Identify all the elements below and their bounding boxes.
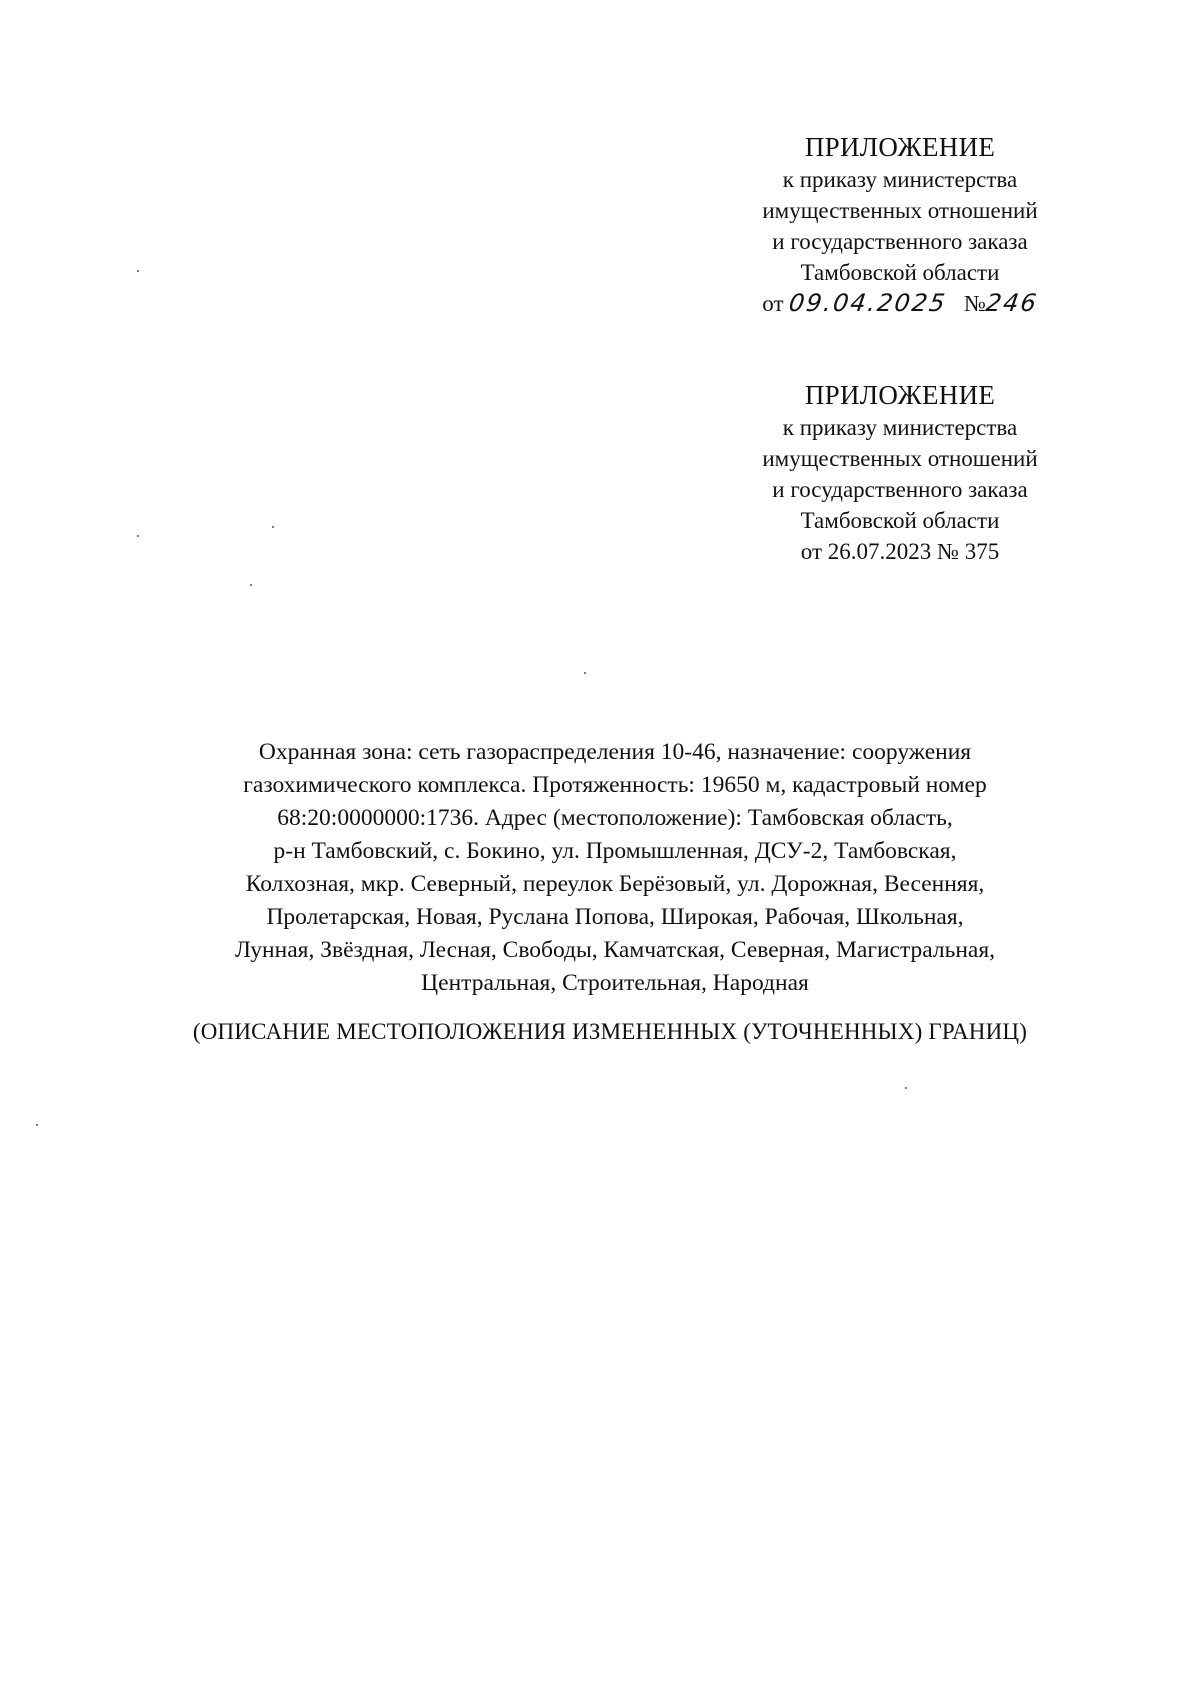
appendix-line: от 26.07.2023 № 375 xyxy=(800,539,1000,564)
appendix-date-line xyxy=(720,288,1080,319)
scan-speck xyxy=(905,1087,907,1089)
scan-speck xyxy=(137,270,139,272)
handwritten-date: 09.04.2025 xyxy=(787,289,949,317)
appendix-line: Тамбовской области xyxy=(800,508,1000,533)
description-line: Пролетарская, Новая, Руслана Попова, Широкая, Рабочая, Школьная, xyxy=(266,904,964,930)
appendix-title: ПРИЛОЖЕНИЕ xyxy=(804,380,996,410)
boundary-description-heading: (ОПИСАНИЕ МЕСТОПОЛОЖЕНИЯ ИЗМЕНЕННЫХ (УТОЧНЕННЫХ) ГРАНИЦ) xyxy=(192,1019,1028,1044)
description-line: Охранная зона: сеть газораспределения 10-46, назначение: сооружения xyxy=(258,739,972,765)
appendix-line: имущественных отношений xyxy=(762,446,1038,471)
handwritten-number: 246 xyxy=(984,289,1040,317)
description-line: газохимического комплекса. Протяженность: 19650 м, кадастровый номер xyxy=(243,772,987,798)
scan-speck xyxy=(584,672,586,674)
appendix-line: и государственного заказа xyxy=(772,477,1028,502)
appendix-header-original xyxy=(720,378,1080,567)
appendix-header-current xyxy=(720,130,1080,319)
description-line: Лунная, Звёздная, Лесная, Свободы, Камчатская, Северная, Магистральная, xyxy=(234,937,996,963)
scan-speck xyxy=(137,535,139,537)
number-prefix: № xyxy=(963,291,986,316)
appendix-line: к приказу министерства xyxy=(782,167,1018,192)
description-line: 68:20:0000000:1736. Адрес (местоположение): Тамбовская область, xyxy=(277,805,953,831)
protection-zone-description xyxy=(150,736,1080,1000)
scan-speck xyxy=(36,1124,38,1126)
scan-speck xyxy=(272,526,274,528)
description-line: Колхозная, мкр. Северный, переулок Берёзовый, ул. Дорожная, Весенняя, xyxy=(245,871,985,897)
description-line: р-н Тамбовский, с. Бокино, ул. Промышленная, ДСУ-2, Тамбовская, xyxy=(273,838,957,864)
appendix-title: ПРИЛОЖЕНИЕ xyxy=(804,132,996,162)
scan-speck xyxy=(250,584,252,586)
appendix-line: Тамбовской области xyxy=(800,260,1000,285)
appendix-line: и государственного заказа xyxy=(772,229,1028,254)
appendix-line: к приказу министерства xyxy=(782,415,1018,440)
date-prefix: от xyxy=(762,291,784,316)
description-line: Центральная, Строительная, Народная xyxy=(421,970,809,996)
appendix-line: имущественных отношений xyxy=(762,198,1038,223)
